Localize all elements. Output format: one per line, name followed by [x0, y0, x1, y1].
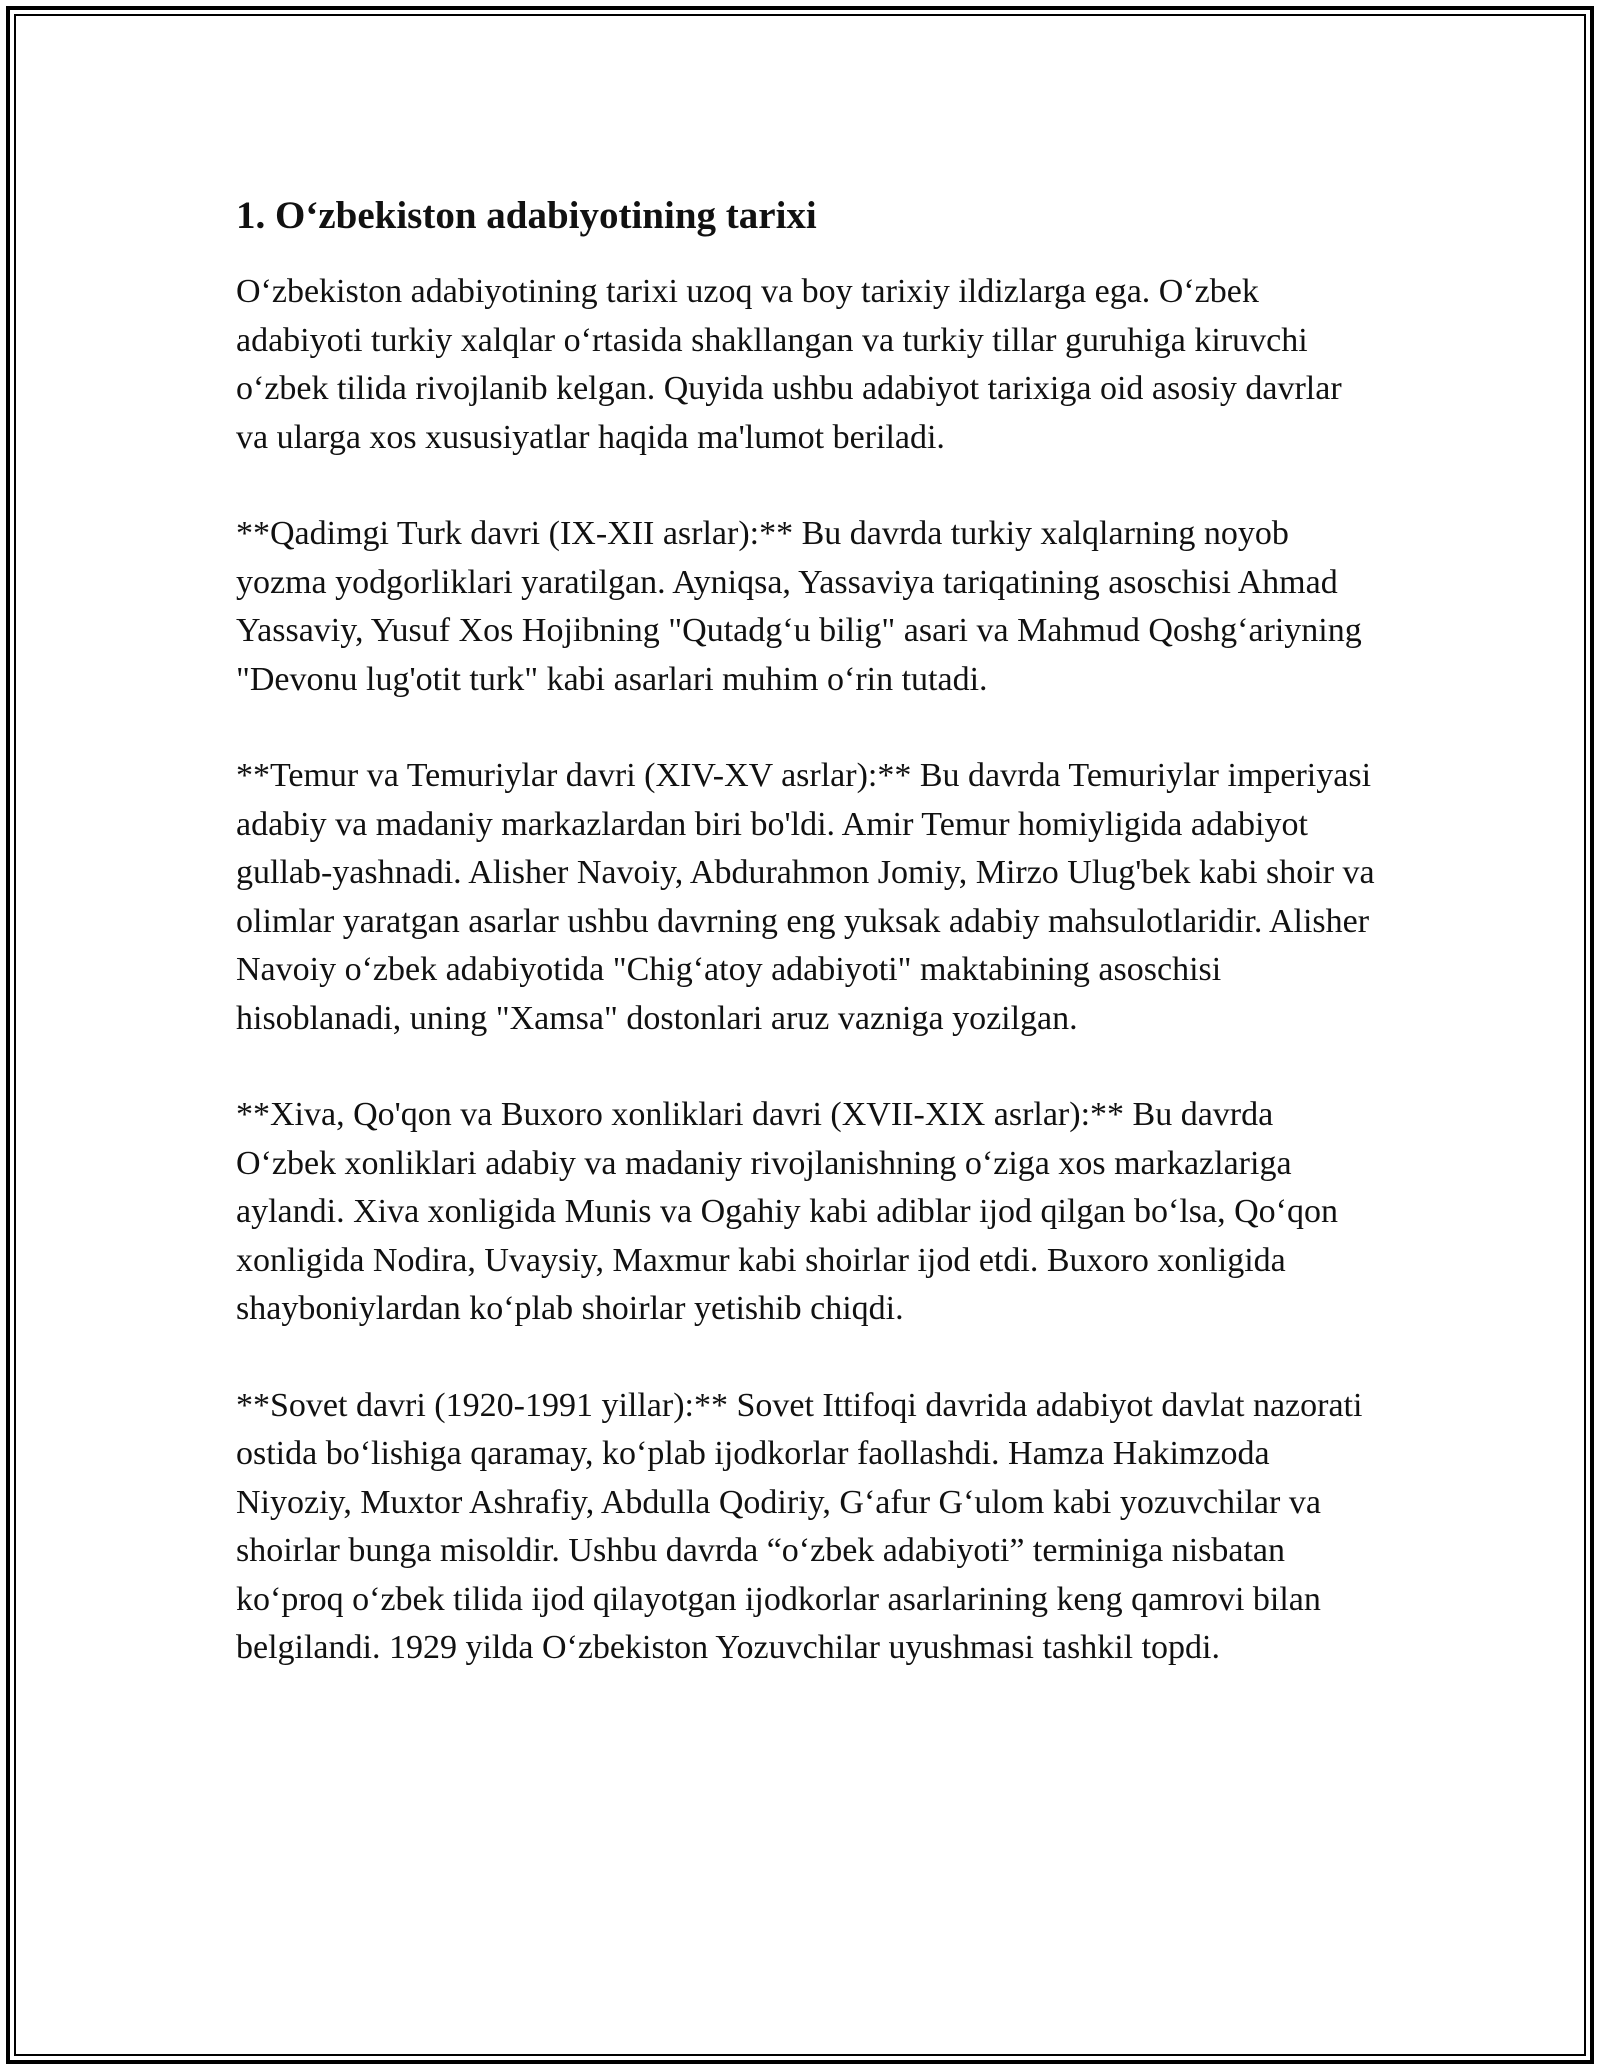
paragraph-ancient-turk-period: **Qadimgi Turk davri (IX-XII asrlar):** Bu davrda turkiy xalqlarning noyob yozma yodgorliklari yaratilgan. Ayniqsa, Yassaviya tariqatining asoschisi Ahmad Yassaviy, Yusuf Xos Hojibning "Qutadg‘u bilig" asari va Mahmud Qoshg‘ariyning "Devonu lug'otit turk" kabi asarlari muhim o‘rin tutadi. — [236, 515, 1362, 698]
paragraph-timurid-period: **Temur va Temuriylar davri (XIV-XV asrlar):** Bu davrda Temuriylar imperiyasi adabiy va madaniy markazlardan biri bo'ldi. Amir Temur homiyligida adabiyot gullab-yashnadi. Alisher Navoiy, Abdurahmon Jomiy, Mirzo Ulug'bek kabi shoir va olimlar yaratgan asarlar ushbu davrning eng yuksak adabiy mahsulotlaridir. Alisher Navoiy o‘zbek adabiyotida "Chig‘atoy adabiyoti" maktabining asoschisi hisoblanadi, uning "Xamsa" dostonlari aruz vazniga yozilgan. — [236, 757, 1375, 1037]
document-title: 1. O‘zbekiston adabiyotining tarixi — [236, 194, 817, 237]
document-body — [236, 190, 1376, 1721]
paragraph-soviet-period: **Sovet davri (1920-1991 yillar):** Sovet Ittifoqi davrida adabiyot davlat nazorati ostida bo‘lishiga qaramay, ko‘plab ijodkorlar faollashdi. Hamza Hakimzoda Niyoziy, Muxtor Ashrafiy, Abdulla Qodiriy, G‘afur G‘ulom kabi yozuvchilar va shoirlar bunga misoldir. Ushbu davrda “o‘zbek adabiyoti” terminiga nisbatan ko‘proq o‘zbek tilida ijod qilayotgan ijodkorlar asarlarining keng qamrovi bilan belgilandi. 1929 yilda O‘zbekiston Yozuvchilar uyushmasi tashkil topdi. — [236, 1386, 1363, 1666]
paragraph-khanates-period: **Xiva, Qo'qon va Buxoro xonliklari davri (XVII-XIX asrlar):** Bu davrda O‘zbek xonliklari adabiy va madaniy rivojlanishning o‘ziga xos markazlariga aylandi. Xiva xonligida Munis va Ogahiy kabi adiblar ijod qilgan bo‘lsa, Qo‘qon xonligida Nodira, Uvaysiy, Maxmur kabi shoirlar ijod etdi. Buxoro xonligida shayboniylardan ko‘plab shoirlar yetishib chiqdi. — [236, 1096, 1338, 1327]
paragraph-intro: O‘zbekiston adabiyotining tarixi uzoq va boy tarixiy ildizlarga ega. O‘zbek adabiyoti turkiy xalqlar o‘rtasida shakllangan va turkiy tillar guruhiga kiruvchi o‘zbek tilida rivojlanib kelgan. Quyida ushbu adabiyot tarixiga oid asosiy davrlar va ularga xos xususiyatlar haqida ma'lumot beriladi. — [236, 273, 1342, 456]
